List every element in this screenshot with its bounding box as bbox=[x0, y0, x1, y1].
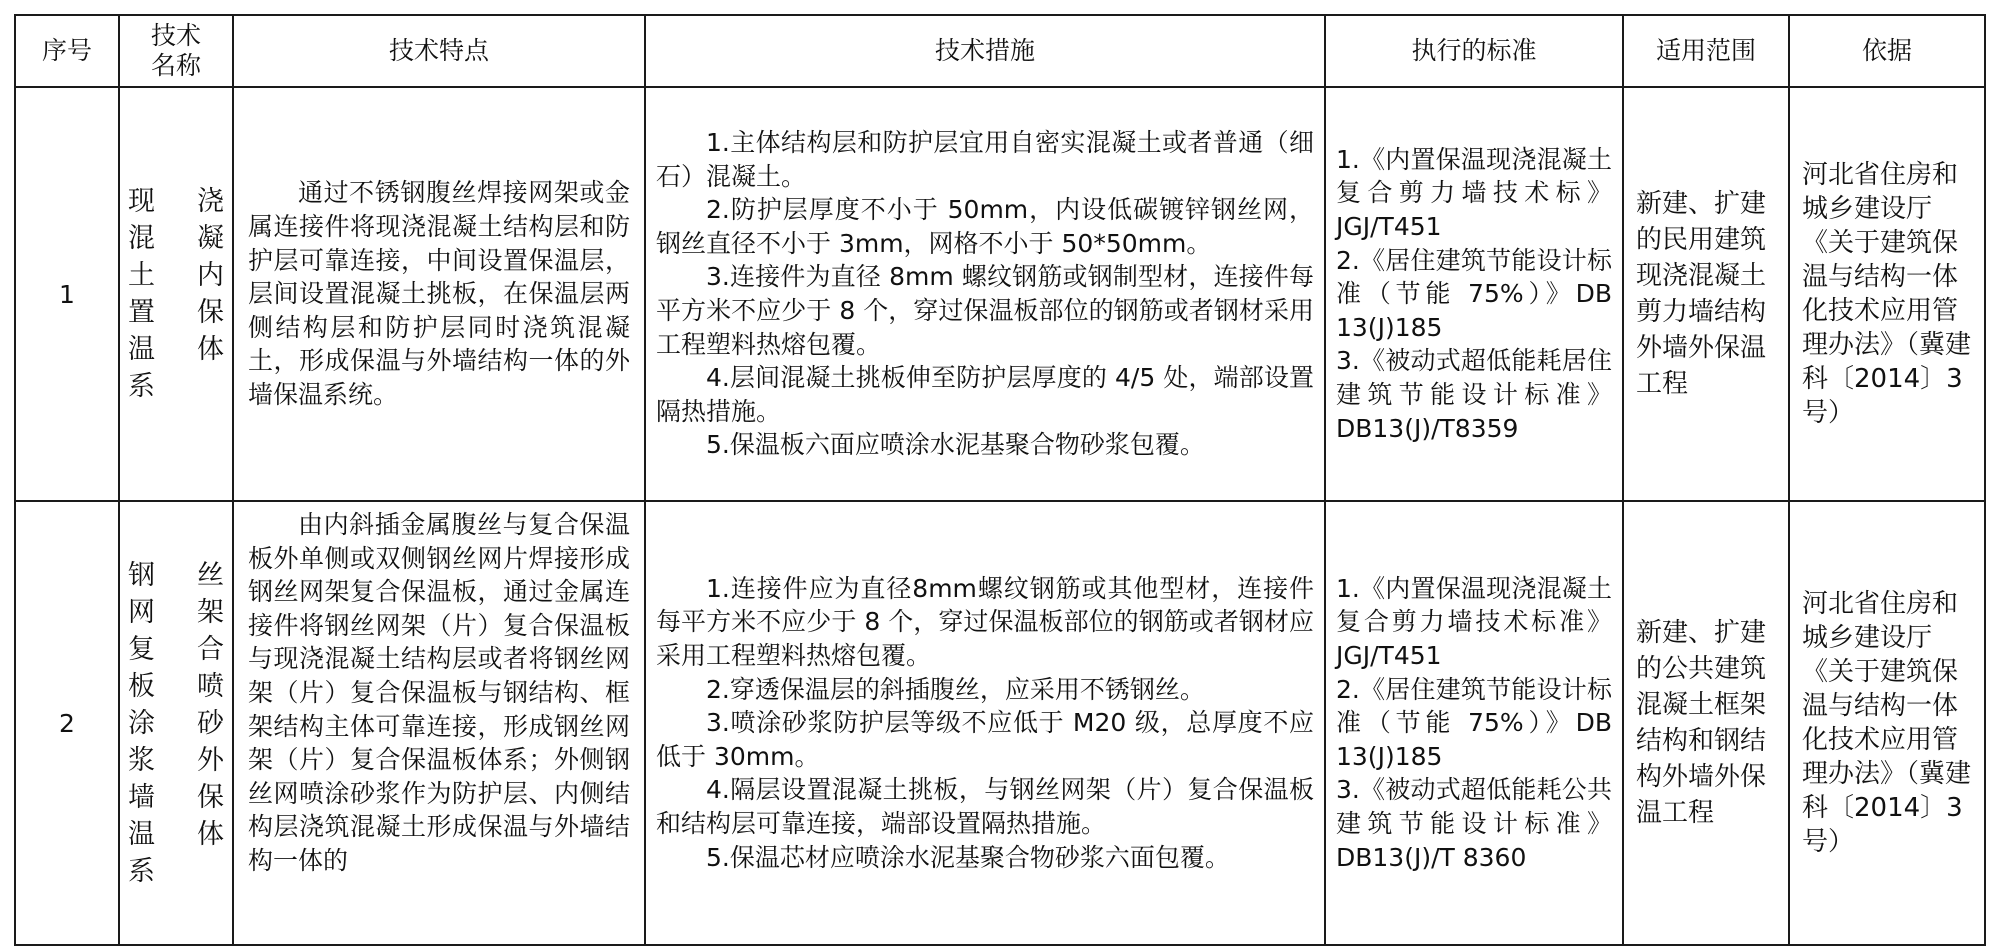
header-measures: 技术措施 bbox=[645, 15, 1325, 87]
features-text: 通过不锈钢腹丝焊接网架或金属连接件将现浇混凝土结构层和防护层可靠连接，中间设置保温层，层间设置混凝土挑板，在保温层两侧结构层和防护层同时浇筑混凝土，形成保温与外墙结构一体的外墙保温系统。 bbox=[248, 178, 630, 409]
header-name-line1: 技术 bbox=[150, 21, 201, 50]
row-measures bbox=[645, 501, 1325, 945]
header-seq: 序号 bbox=[15, 15, 119, 87]
tech-name-char: 混 bbox=[128, 223, 155, 254]
standard-item: 3.《被动式超低能耗居住建筑节能设计标准》DB13(J)/T8359 bbox=[1336, 346, 1612, 443]
tech-name-char: 架 bbox=[197, 596, 224, 628]
header-row bbox=[15, 15, 1985, 87]
row-standards bbox=[1325, 501, 1623, 945]
row-basis: 河北省住房和城乡建设厅《关于建筑保温与结构一体化技术应用管理办法》（冀建科〔2014〕3 号） bbox=[1789, 87, 1985, 501]
measure-item: 4.层间混凝土挑板伸至防护层厚度的 4/5 处，端部设置隔热措施。 bbox=[656, 363, 1314, 426]
tech-name-char: 土 bbox=[128, 260, 155, 291]
row-tech-name bbox=[119, 501, 233, 945]
tech-name-char: 网 bbox=[128, 596, 155, 628]
tech-name-char: 外 bbox=[197, 744, 224, 776]
header-basis: 依据 bbox=[1789, 15, 1985, 87]
standard-item: 1.《内置保温现浇混凝土复合剪力墙技术标准》JGJ/T451 bbox=[1336, 573, 1612, 671]
tech-name-char: 温 bbox=[128, 334, 155, 365]
standard-item: 3.《被动式超低能耗公共建筑节能设计标准》DB13(J)/T 8360 bbox=[1336, 775, 1612, 872]
tech-name-char: 砂 bbox=[197, 707, 224, 739]
tech-name-char: 温 bbox=[128, 818, 155, 850]
tech-name-char: 浆 bbox=[128, 744, 155, 776]
tech-name-char: 涂 bbox=[128, 707, 155, 739]
tech-name-char: 置 bbox=[128, 297, 155, 328]
row-scope: 新建、扩建的民用建筑现浇混凝土剪力墙结构外墙外保温工程 bbox=[1623, 87, 1789, 501]
tech-name-char: 钢 bbox=[128, 559, 155, 591]
standards-table bbox=[14, 14, 1986, 946]
tech-name-char: 体 bbox=[197, 818, 224, 850]
tech-name-char: 现 bbox=[128, 186, 155, 217]
tech-name-char: 墙 bbox=[128, 781, 155, 813]
tech-name-char: 保 bbox=[197, 297, 224, 328]
row-features bbox=[233, 501, 645, 945]
tech-name-char: 凝 bbox=[197, 223, 224, 254]
header-name-line2: 名称 bbox=[150, 51, 201, 80]
features-text: 由内斜插金属腹丝与复合保温板外单侧或双侧钢丝网片焊接形成钢丝网架复合保温板，通过金属连接件将钢丝网架（片）复合保温板与现浇混凝土结构层或者将钢丝网架（片）复合保温板与钢结构、框架结构主体可靠连接，形成钢丝网架（片）复合保温板体系；外侧钢丝网喷涂砂浆作为防护层、内侧结构层浇筑混凝土形成保温与外墙结构一体的 bbox=[248, 510, 630, 875]
header-name bbox=[119, 15, 233, 87]
measure-item: 1.连接件应为直径8mm螺纹钢筋或其他型材，连接件每平方米不应少于 8 个，穿过保温板部位的钢筋或者钢材应采用工程塑料热熔包覆。 bbox=[656, 573, 1314, 671]
row-features bbox=[233, 87, 645, 501]
header-features: 技术特点 bbox=[233, 15, 645, 87]
measure-item: 1.主体结构层和防护层宜用自密实混凝土或者普通（细石）混凝土。 bbox=[656, 128, 1314, 191]
tech-name-char: 合 bbox=[197, 633, 224, 665]
tech-name-char: 板 bbox=[128, 670, 155, 702]
tech-name-char: 系 bbox=[128, 371, 155, 402]
row-tech-name bbox=[119, 87, 233, 501]
tech-name-char: 复 bbox=[128, 633, 155, 665]
tech-name-char: 浇 bbox=[197, 186, 224, 217]
measure-item: 3.连接件为直径 8mm 螺纹钢筋或钢制型材，连接件每平方米不应少于 8 个，穿过保温板部位的钢筋或者钢材采用工程塑料热熔包覆。 bbox=[656, 262, 1314, 359]
tech-name-char: 内 bbox=[197, 260, 224, 291]
row-basis: 河北省住房和城乡建设厅《关于建筑保温与结构一体化技术应用管理办法》（冀建科〔2014〕3 号） bbox=[1789, 501, 1985, 945]
row-seq: 2 bbox=[15, 501, 119, 945]
row-measures bbox=[645, 87, 1325, 501]
standard-item: 1.《内置保温现浇混凝土复合剪力墙技术标》JGJ/T451 bbox=[1336, 144, 1612, 242]
table-row bbox=[15, 501, 1985, 945]
header-scope: 适用范围 bbox=[1623, 15, 1789, 87]
row-standards bbox=[1325, 87, 1623, 501]
standard-item: 2.《居住建筑节能设计标准（节能 75%）》DB 13(J)185 bbox=[1336, 674, 1612, 771]
row-seq: 1 bbox=[15, 87, 119, 501]
measure-item: 3.喷涂砂浆防护层等级不应低于 M20 级，总厚度不应低于 30mm。 bbox=[656, 708, 1314, 771]
measure-item: 4.隔层设置混凝土挑板，与钢丝网架（片）复合保温板和结构层可靠连接，端部设置隔热措施。 bbox=[656, 775, 1314, 838]
tech-name-char: 喷 bbox=[197, 670, 224, 702]
tech-name-char: 丝 bbox=[197, 559, 224, 591]
tech-name-char: 保 bbox=[197, 781, 224, 813]
header-standards: 执行的标准 bbox=[1325, 15, 1623, 87]
tech-name-char: 体 bbox=[197, 334, 224, 365]
measure-item: 2.防护层厚度不小于 50mm，内设低碳镀锌钢丝网，钢丝直径不小于 3mm，网格不小于 50*50mm。 bbox=[656, 195, 1314, 258]
table-row bbox=[15, 87, 1985, 501]
measure-item: 5.保温芯材应喷涂水泥基聚合物砂浆六面包覆。 bbox=[706, 842, 1230, 872]
standard-item: 2.《居住建筑节能设计标准（节能 75%）》DB 13(J)185 bbox=[1336, 245, 1612, 342]
measure-item: 2.穿透保温层的斜插腹丝，应采用不锈钢丝。 bbox=[706, 674, 1205, 704]
measure-item: 5.保温板六面应喷涂水泥基聚合物砂浆包覆。 bbox=[706, 430, 1205, 460]
row-scope: 新建、扩建的公共建筑混凝土框架结构和钢结构外墙外保温工程 bbox=[1623, 501, 1789, 945]
tech-name-char: 系 bbox=[128, 855, 155, 887]
